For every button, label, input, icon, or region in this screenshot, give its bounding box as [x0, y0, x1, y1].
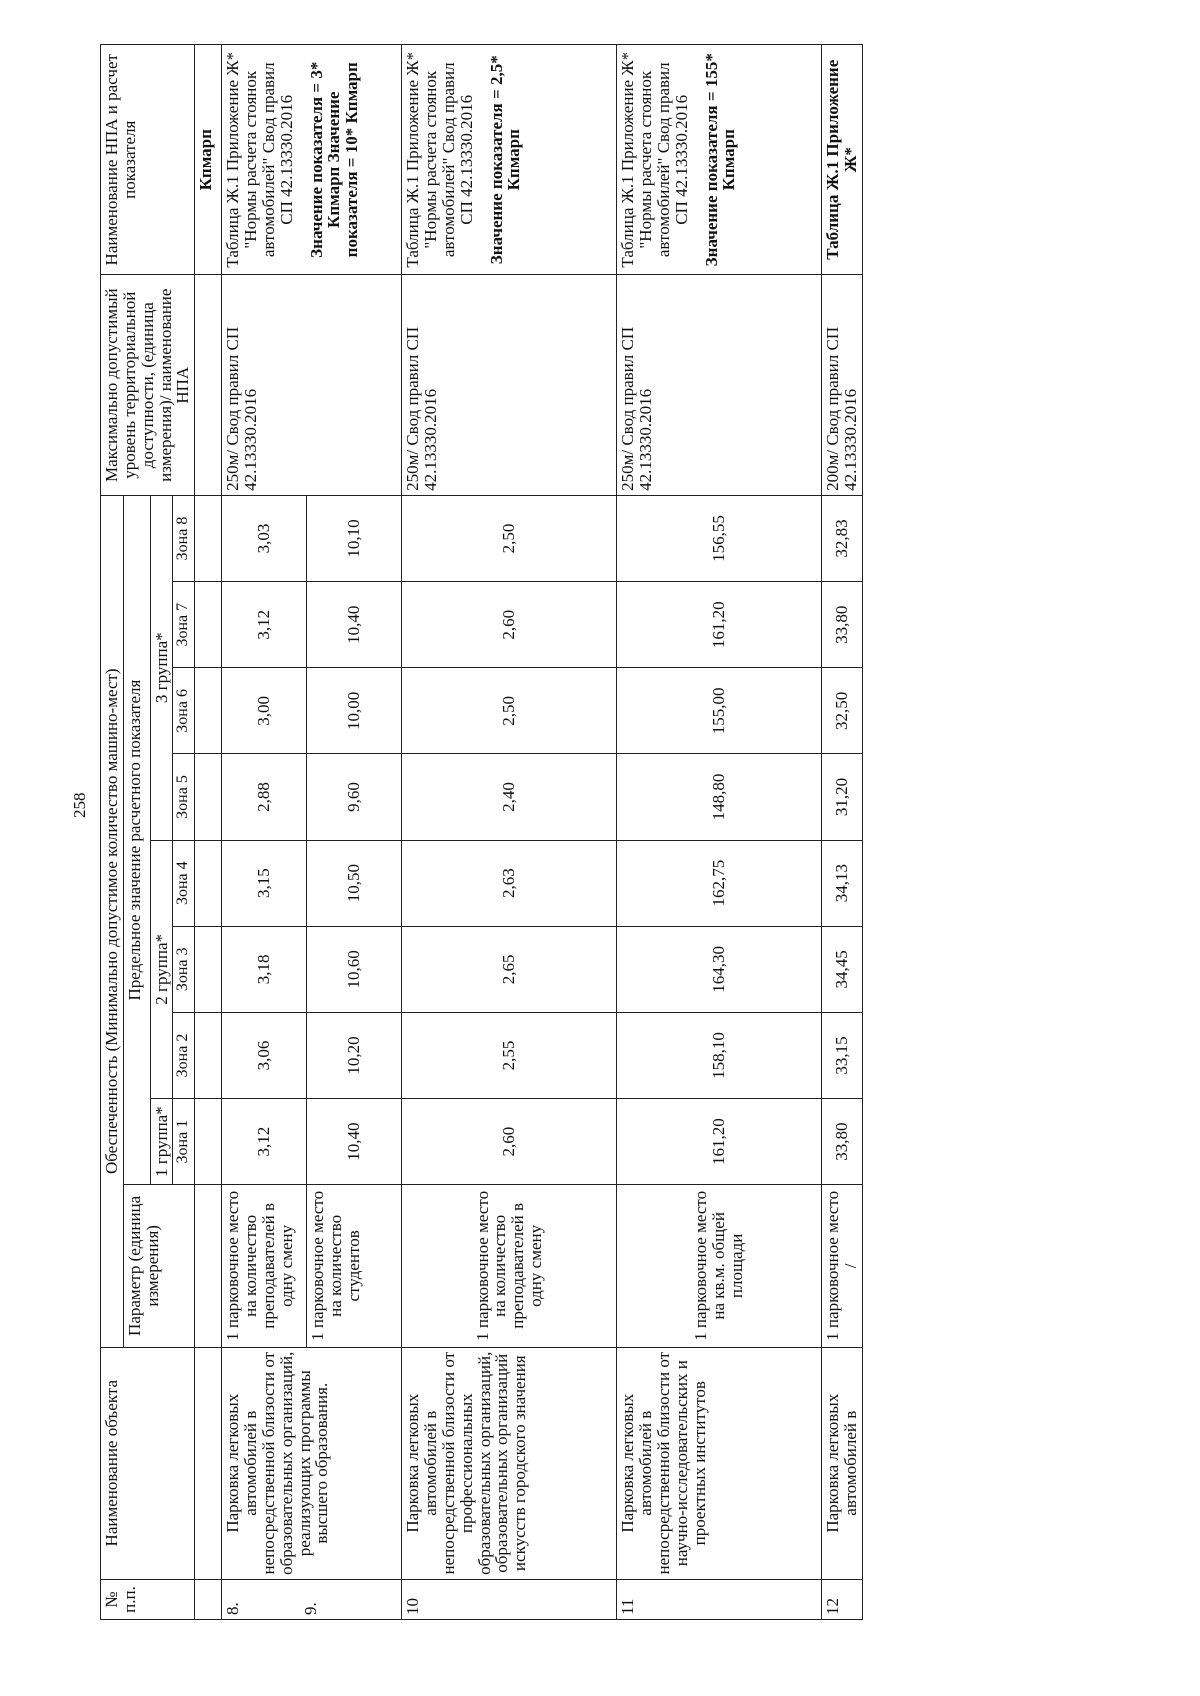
header-zone-7: Зона 7 [173, 582, 195, 668]
object-name: Парковка легковых автомобилей в непосредственной близости от научно-исследовательских и проектных институтов [617, 1347, 822, 1579]
zone-value: 2,55 [402, 1012, 617, 1098]
zone-value: 34,13 [822, 840, 863, 926]
param-cell: 1 парковочное место / [822, 1185, 863, 1347]
zone-value: 162,75 [617, 840, 822, 926]
param-text: 1 парковочное место на количество студентов [308, 1190, 363, 1341]
row-num: 11 [617, 1579, 822, 1619]
header-group3: 3 группа* [150, 495, 173, 840]
header-zone-1: Зона 1 [173, 1099, 195, 1185]
header-zone-5: Зона 5 [173, 754, 195, 840]
zone-value: 155,00 [617, 668, 822, 754]
zone-value: 156,55 [617, 495, 822, 581]
param-cell: 1 парковочное место на кв.м. общей площади [617, 1185, 822, 1347]
table-row [402, 45, 617, 1620]
row-num: 8. 9. [222, 1579, 402, 1619]
npa-cell [402, 45, 617, 276]
zone-value: 3,18 [222, 926, 307, 1012]
npa-value: Значение показателя = 2,5* Кпмарп [486, 55, 524, 265]
zone-value: 10,60 [307, 926, 402, 1012]
zone-value: 161,20 [617, 1099, 822, 1185]
object-name: Парковка легковых автомобилей в непосредственной близости от образовательных организаций, реализующих программы высшего образования. [222, 1347, 402, 1579]
zone-value: 3,15 [222, 840, 307, 926]
zone-value: 31,20 [822, 754, 863, 840]
row-num-9: 9. [301, 1602, 321, 1615]
access-cell: 250м/ Свод правил СП 42.13330.2016 [402, 275, 617, 495]
table-row [822, 45, 863, 1620]
header-npa: Наименование НПА и расчет показателя [101, 45, 195, 276]
npa-value: Значение показателя = 155* Кпмарп [701, 53, 739, 267]
header-limit: Предельное значение расчетного показателя [123, 495, 150, 1184]
object-name: Парковка легковых автомобилей в непосредственной близости от профессиональных образовательных организаций, образовательных организаций искусств городского значения [402, 1347, 617, 1579]
header-zone-2: Зона 2 [173, 1012, 195, 1098]
zone-value: 2,60 [402, 1099, 617, 1185]
zone-value: 161,20 [617, 582, 822, 668]
parking-norms-table [100, 44, 863, 1620]
header-param: Параметр (единица измерения) [123, 1185, 194, 1347]
page-number: 258 [70, 792, 89, 818]
zone-value: 2,40 [402, 754, 617, 840]
access-cell: 250м/ Свод правил СП 42.13330.2016 [617, 275, 822, 495]
header-group1: 1 группа* [150, 1099, 173, 1185]
zone-value: 10,40 [307, 582, 402, 668]
param-cell: 1 парковочное место на количество преподавателей в одну смену [402, 1185, 617, 1347]
header-zone-6: Зона 6 [173, 668, 195, 754]
npa-cell [222, 45, 402, 276]
header-group2: 2 группа* [150, 840, 173, 1098]
zone-value: 10,20 [307, 1012, 402, 1098]
header-provision: Обеспеченность (Минимально допустимое количество машино-мест) [101, 495, 124, 1347]
zone-value: 10,00 [307, 668, 402, 754]
zone-value: 33,80 [822, 1099, 863, 1185]
zone-value: 10,10 [307, 495, 402, 581]
zone-value: 10,40 [307, 1099, 402, 1185]
table-row [617, 45, 822, 1620]
param-cell: 1 парковочное место на количество преподавателей в одну смену [222, 1185, 307, 1347]
zone-value: 3,03 [222, 495, 307, 581]
object-name: Парковка легковых автомобилей в [822, 1347, 863, 1579]
rotated-table-stage [100, 44, 1100, 1620]
npa-text: Таблица Ж.1 Приложение Ж* "Нормы расчета стоянок автомобилей" Свод правил СП 42.13330.2016 [403, 51, 476, 268]
param-cell [307, 1185, 402, 1347]
npa-cell [617, 45, 822, 276]
zone-value: 2,60 [402, 582, 617, 668]
zone-value: 2,50 [402, 495, 617, 581]
header-name: Наименование объекта [101, 1347, 195, 1579]
npa-cell: Таблица Ж.1 Приложение Ж* [822, 45, 863, 276]
zone-value: 2,65 [402, 926, 617, 1012]
zone-value: 2,50 [402, 668, 617, 754]
row-num: 12 [822, 1579, 863, 1619]
access-cell: 200м/ Свод правил СП 42.13330.2016 [822, 275, 863, 495]
zone-value: 148,80 [617, 754, 822, 840]
zone-value: 34,45 [822, 926, 863, 1012]
table-row [222, 45, 307, 1620]
access-cell: 250м/ Свод правил СП 42.13330.2016 [222, 275, 402, 495]
npa-text: Таблица Ж.1 Приложение Ж* "Нормы расчета стоянок автомобилей" Свод правил СП 42.13330.2016 [618, 51, 691, 268]
npa-value: Значение показателя = 3* Кпмарп Значение показателя = 10* Кпмарп [306, 61, 362, 258]
zone-value: 32,83 [822, 495, 863, 581]
zone-value: 9,60 [307, 754, 402, 840]
zone-value: 10,50 [307, 840, 402, 926]
header-num: № п.п. [101, 1579, 195, 1619]
zone-value: 33,80 [822, 582, 863, 668]
header-access: Максимально допустимый уровень территориальной доступности, (единица измерения)/ наименование НПА [101, 275, 195, 495]
row-num: 10 [402, 1579, 617, 1619]
zone-value: 33,15 [822, 1012, 863, 1098]
zone-value: 164,30 [617, 926, 822, 1012]
zone-value: 3,12 [222, 1099, 307, 1185]
zone-value: 32,50 [822, 668, 863, 754]
zone-value: 2,88 [222, 754, 307, 840]
zone-value: 3,00 [222, 668, 307, 754]
header-zone-8: Зона 8 [173, 495, 195, 581]
npa-text: Таблица Ж.1 Приложение Ж* "Нормы расчета стоянок автомобилей" Свод правил СП 42.13330.2016 [223, 51, 296, 268]
zone-value: 2,63 [402, 840, 617, 926]
k-label: Кпмарп [195, 45, 222, 276]
zone-value: 3,06 [222, 1012, 307, 1098]
header-zone-4: Зона 4 [173, 840, 195, 926]
zone-value: 158,10 [617, 1012, 822, 1098]
header-zone-3: Зона 3 [173, 926, 195, 1012]
table-row-k [195, 45, 222, 1620]
zone-value: 3,12 [222, 582, 307, 668]
